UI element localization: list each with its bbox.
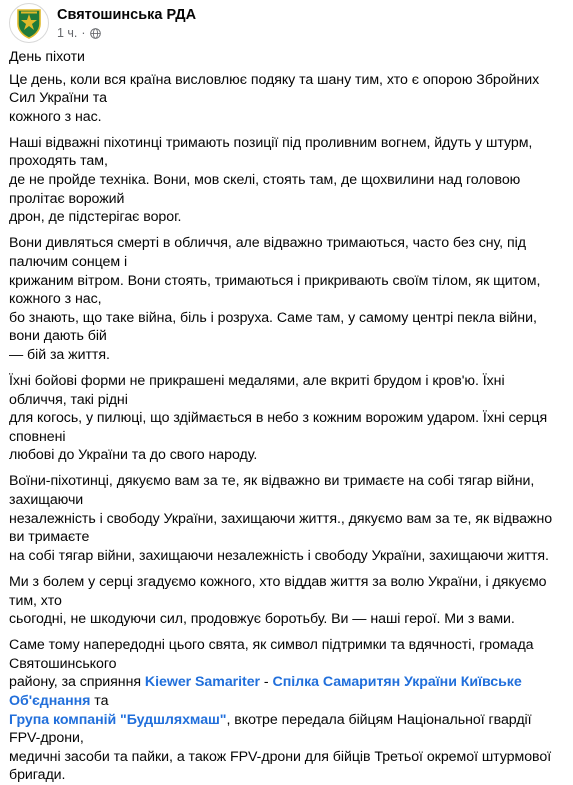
paragraph-text: - [260, 674, 273, 691]
post-meta [57, 3, 196, 41]
globe-icon[interactable] [90, 28, 101, 39]
post-text [9, 48, 564, 785]
meta-separator: · [81, 26, 86, 40]
post-paragraph: Вони дивляться смерті в обличчя, але відважно тримаються, часто без сну, під палючим сонцем і крижаним вітром. Вони стоять, тримаються і прикривають своїм тілом, як щитом, кожного з нас, бо знають, що таке війна, біль і розруха. Саме там, у самому центрі пекла війни, вони дають бій — бій за життя. [9, 235, 541, 363]
mention-budshliakhmash[interactable]: Група компаній "Будшляхмаш" [9, 711, 227, 728]
post-paragraph: Ми з болем у серці згадуємо кожного, хто віддав життя за волю України, і дякуємо тим, хто сьогодні, не шкодуючи сил, продовжує боротьбу. Ви — наші герої. Ми з вами. [9, 573, 547, 628]
district-emblem-icon [12, 6, 46, 40]
post-paragraph-with-mentions [9, 636, 564, 785]
mention-samaritan-union[interactable]: Спілка Самаритян України Київське Об'єднання [9, 674, 522, 709]
post-timestamp[interactable]: 1 ч. [57, 26, 78, 40]
paragraph-text: Саме тому напередодні цього свята, як символ підтримки та вдячності, громада Святошинського району, за сприяння [9, 637, 534, 691]
avatar[interactable] [9, 3, 49, 43]
post-paragraph: Воїни-піхотинці, дякуємо вам за те, як відважно ви тримаєте на собі тягар війни, захищаючи незалежність і свободу України, захищаючи життя., дякуємо вам за те, як відважно ви тримаєте на собі тягар війни, захищаючи незалежність і свободу України, захищаючи життя. [9, 473, 553, 564]
paragraph-text: , вкотре передала бійцям Національної гвардії FPV-дрони, медичні засоби та пайки, а також FPV-дрони для бійців Третьої окремої штурмової бригади. [9, 711, 552, 784]
mention-kiewer-samariter[interactable]: Kiewer Samariter [144, 674, 261, 691]
post-paragraph: Їхні бойові форми не прикрашені медалями, але вкриті брудом і кров'ю. Їхні обличчя, такі рідні для когось, у пилюці, що здіймається в небо з кожним ворожим ударом. Їхні серця сповнені любові до України та до свого народу. [9, 373, 548, 464]
paragraph-text: та [94, 693, 109, 709]
page-name-link[interactable]: Святошинська РДА [57, 7, 197, 23]
post-header [9, 0, 564, 47]
post-paragraph: Наші відважні піхотинці тримають позиції під проливним вогнем, йдуть у штурм, проходять там, де не пройде техніка. Вони, мов скелі, стоять там, де щохвилини над головою пролітає ворожий дрон, де підстерігає ворог. [9, 134, 533, 226]
post-sub-meta [57, 25, 196, 41]
post-paragraph: Це день, коли вся країна висловлює подяку та шану тим, хто є опорою Збройних Сил України та кожного з нас. [9, 71, 540, 125]
post-paragraph-title: День піхоти [9, 49, 85, 65]
